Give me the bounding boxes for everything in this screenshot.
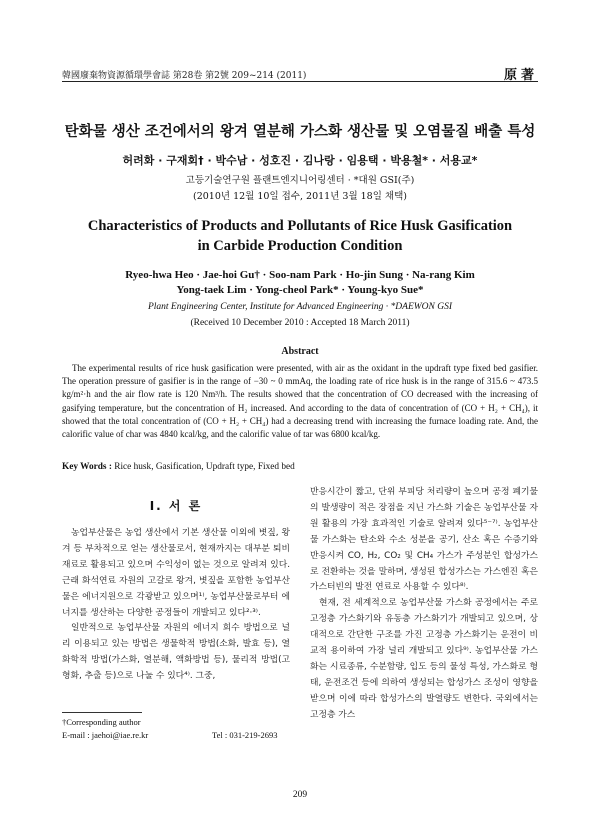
footnote-rule <box>62 712 142 713</box>
keywords-values: Rice husk, Gasification, Updraft type, Fixed bed <box>114 462 295 472</box>
english-authors <box>0 268 600 298</box>
body-column-left <box>62 497 290 685</box>
section-heading-introduction: I. 서 론 <box>149 499 203 513</box>
paragraph: 현재, 전 세계적으로 농업부산물 가스화 공정에서는 주로 고정층 가스화기와 유동층 가스화기가 개발되고 있으며, 상대적으로 간단한 구조를 가진 고정층 가스화기는 운전이 비교적 용이하여 가장 널리 개발되고 있다⁹⁾. 농업부산물 가스화는 시료종류, 수분함량, 입도 등의 물성 특성, 가스화로 형태, 운전조건 등에 의하여 생성되는 합성가스 조성이 영향을 받으며 이에 따라 합성가스의 발열량도 변한다. 국외에서는 고정층 가스 <box>310 598 538 720</box>
english-title <box>0 216 600 256</box>
footnote-corresponding: †Corresponding author <box>62 717 141 727</box>
english-dates: (Received 10 December 2010 : Accepted 18 March 2011) <box>190 318 410 328</box>
paragraph: 농업부산물은 농업 생산에서 기본 생산물 이외에 볏짚, 왕겨 등 부차적으로 얻는 생산물로서, 현재까지는 대부분 퇴비재료로 활용되고 있으며 수익성이 없는 것으로 알려져 있다. 근래 화석연료 자원의 고갈로 왕겨, 볏짚을 포함한 농업부산물은 에너지원으로 각광받고 있으며¹⁾, 농업부산물로부터 에너지를 생산하는 다양한 공정들이 개발되고 있다²·³⁾. <box>62 528 290 618</box>
paragraph: 일반적으로 농업부산물 자원의 에너지 회수 방법으로 널리 이용되고 있는 방법은 생물학적 방법(소화, 발효 등), 열화학적 방법(가스화, 열분해, 액화방법 등), 물리적 방법(고형화, 추출 등)으로 나눌 수 있다⁴⁾. 그중, <box>62 623 290 682</box>
english-authors-line-2: Yong-taek Lim · Yong-cheol Park* · Young-kyo Sue* <box>176 284 424 296</box>
english-authors-line-1: Ryeo-hwa Heo · Jae-hoi Gu† · Soo-nam Park · Ho-jin Sung · Na-rang Kim <box>125 269 475 281</box>
journal-citation: 韓國廢棄物資源循環學會誌 第28卷 第2號 209~214 (2011) <box>62 71 307 81</box>
article-type-label: 原著 <box>503 68 538 83</box>
korean-dates: (2010년 12월 10일 접수, 2011년 3월 18일 채택) <box>192 191 407 202</box>
abstract-text: The experimental results of rice husk gasification were presented, with air as the oxidant in the updraft type fixed bed gasifier. The operation pressure of gasifier is in the range of −30 ~ 0 mmAq, the loading rate of rice husk is in the range of 315.6 ~ 473.5 kg/m²·h and the air flow rate is 120 Nm³/h. The results showed that the concentration of CO decreased with the increasing of gasifying temperature, but the concentration of H₂ increased. And according to the data of concentration of (CO + H₂ + CH₄), it showed that the total concentration of (CO + H₂ + CH₄) had a decreasing trend with increasing the furnace loading rate. And, the calorific value of char was 4840 kcal/kg, and the calorific value of tar was 6800 kcal/kg. <box>62 363 538 440</box>
paragraph: 반응시간이 짧고, 단위 부피당 처리량이 높으며 공정 폐기물의 발생량이 적은 장점을 지닌 가스화 기술은 농업부산물 자원 활용의 가장 효과적인 기술로 알려져 있다⁵⁻⁷⁾. 농업부산물 가스화는 탄소와 수소 성분을 공기, 산소 혹은 수증기와 반응시켜 CO, H₂, CO₂ 및 CH₄ 가스가 주성분인 합성가스로 전환하는 것을 말하며, 생성된 합성가스는 가스엔진 혹은 가스터빈의 발전 연료로 사용할 수 있다⁸⁾. <box>310 487 538 593</box>
english-affiliation: Plant Engineering Center, Institute for Advanced Engineering · *DAEWON GSI <box>147 302 453 312</box>
abstract-heading: Abstract <box>281 346 319 357</box>
korean-authors: 허려화 · 구재회† · 박수남 · 성호진 · 김나랑 · 임용택 · 박용철* · 서용교* <box>122 154 478 167</box>
body-column-right <box>310 485 538 724</box>
header-rule <box>62 81 538 82</box>
english-title-line-1: Characteristics of Products and Pollutants of Rice Husk Gasification <box>87 218 513 234</box>
korean-title: 탄화물 생산 조건에서의 왕겨 열분해 가스화 생산물 및 오염물질 배출 특성 <box>64 124 536 140</box>
keywords <box>62 462 538 472</box>
footnote-tel: Tel : 031-219-2693 <box>212 730 278 740</box>
page-number: 209 <box>292 790 308 800</box>
korean-affiliation: 고등기술연구원 플랜트엔지니어링센터 · *대원 GSI(주) <box>185 175 415 186</box>
footnote-email: E-mail : jaehoi@iae.re.kr <box>62 730 149 740</box>
english-title-line-2: in Carbide Production Condition <box>197 238 403 254</box>
keywords-label: Key Words : <box>62 462 112 472</box>
